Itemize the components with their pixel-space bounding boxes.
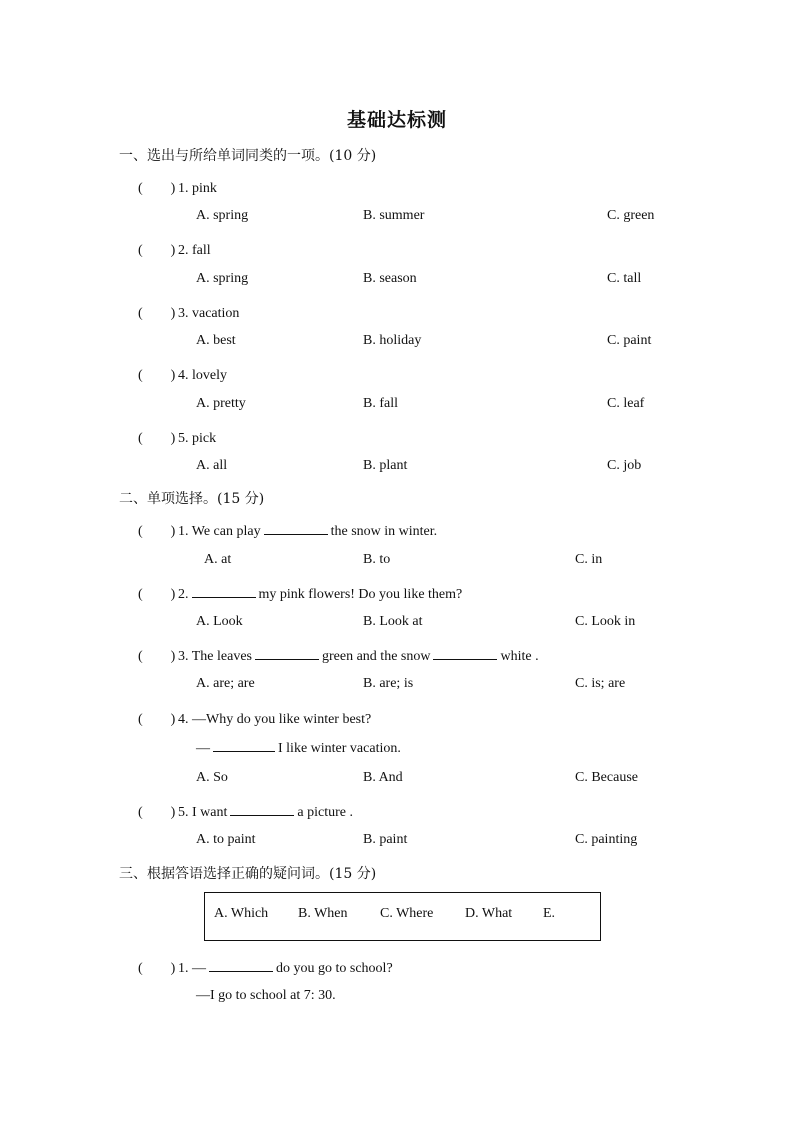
answer-blank-2[interactable] [433,647,497,660]
answer-paren[interactable]: ( ) [138,306,176,321]
s2-q3-option-a: A. are; are [196,676,255,691]
s2-q4-option-a: A. So [196,770,228,785]
word-option: D. What [465,906,513,921]
answer-paren[interactable]: ( ) [138,649,176,664]
section-2-heading: 二、单项选择。(15 分) [119,491,265,507]
answer-paren[interactable]: ( ) [138,431,176,446]
answer-blank[interactable] [192,585,256,598]
s1-q1-option-a: A. spring [196,208,249,223]
answer-blank[interactable] [230,803,294,816]
s1-question-5 [138,427,216,447]
question-text: 2. [178,587,189,602]
s2-q2-option-b: B. Look at [363,614,423,629]
s3-question-1 [138,957,393,977]
reply-text: I like winter vacation. [278,741,401,756]
s2-q3-option-c: C. is; are [575,676,626,691]
s1-question-4 [138,364,227,384]
answer-blank[interactable] [213,739,275,752]
s2-question-3 [138,645,539,665]
word-option: A. Which [214,906,269,921]
s1-q3-option-a: A. best [196,333,236,348]
word-option: E. [543,906,556,921]
s2-q5-option-c: C. painting [575,832,638,847]
question-text: the snow in winter. [330,524,438,539]
s2-q4-option-c: C. Because [575,770,638,785]
s2-q5-option-b: B. paint [363,832,408,847]
answer-paren[interactable]: ( ) [138,587,176,602]
s1-q5-option-c: C. job [607,458,642,473]
question-text: white . [500,649,539,664]
s2-q2-option-a: A. Look [196,614,243,629]
s1-q2-option-b: B. season [363,271,417,286]
question-text: do you go to school? [276,961,393,976]
s2-question-5 [138,801,353,821]
question-text: 5. I want [178,805,228,820]
s1-q2-option-c: C. tall [607,271,642,286]
answer-blank[interactable] [264,522,328,535]
answer-blank-1[interactable] [255,647,319,660]
s2-q1-option-c: C. in [575,552,603,567]
s2-q1-option-a: A. at [204,552,232,567]
s3-q1-reply: —I go to school at 7: 30. [196,988,336,1003]
section-1-heading: 一、选出与所给单词同类的一项。(10 分) [119,148,377,164]
s1-q2-option-a: A. spring [196,271,249,286]
s1-q5-option-b: B. plant [363,458,408,473]
s1-q4-option-a: A. pretty [196,396,246,411]
page-title: 基础达标测 [346,109,447,131]
s1-q1-option-b: B. summer [363,208,425,223]
question-stem: 5. pick [178,431,217,446]
s2-q1-option-b: B. to [363,552,391,567]
word-bank-box [204,892,601,941]
answer-paren[interactable]: ( ) [138,243,176,258]
answer-paren[interactable]: ( ) [138,712,176,727]
s2-q5-option-a: A. to paint [196,832,256,847]
s1-question-1 [138,177,217,197]
answer-paren[interactable]: ( ) [138,181,176,196]
word-option: B. When [298,906,348,921]
question-text: 1. — [178,961,206,976]
section-3-heading: 三、根据答语选择正确的疑问词。(15 分) [119,866,377,882]
s2-q4-reply [196,739,401,757]
answer-paren[interactable]: ( ) [138,961,176,976]
question-text: my pink flowers! Do you like them? [258,587,463,602]
answer-blank[interactable] [209,959,273,972]
s2-question-4 [138,708,371,728]
s1-q1-option-c: C. green [607,208,655,223]
s2-q3-option-b: B. are; is [363,676,414,691]
question-text: a picture . [297,805,353,820]
question-stem: 3. vacation [178,306,240,321]
question-text: 1. We can play [178,524,261,539]
question-stem: 1. pink [178,181,217,196]
s1-q3-option-c: C. paint [607,333,652,348]
s1-q4-option-c: C. leaf [607,396,645,411]
answer-paren[interactable]: ( ) [138,805,176,820]
s1-q3-option-b: B. holiday [363,333,422,348]
answer-paren[interactable]: ( ) [138,368,176,383]
s2-q2-option-c: C. Look in [575,614,636,629]
s1-q5-option-a: A. all [196,458,228,473]
s1-q4-option-b: B. fall [363,396,398,411]
s1-question-2 [138,239,211,259]
s1-question-3 [138,302,239,322]
s2-question-1 [138,520,437,540]
word-option: C. Where [380,906,434,921]
question-text: green and the snow [322,649,431,664]
reply-dash: — [196,741,210,756]
s2-q4-option-b: B. And [363,770,403,785]
answer-paren[interactable]: ( ) [138,524,176,539]
question-stem: 4. lovely [178,368,227,383]
question-text: 4. —Why do you like winter best? [178,712,372,727]
s2-question-2 [138,583,462,603]
question-text: 3. The leaves [178,649,252,664]
question-stem: 2. fall [178,243,211,258]
